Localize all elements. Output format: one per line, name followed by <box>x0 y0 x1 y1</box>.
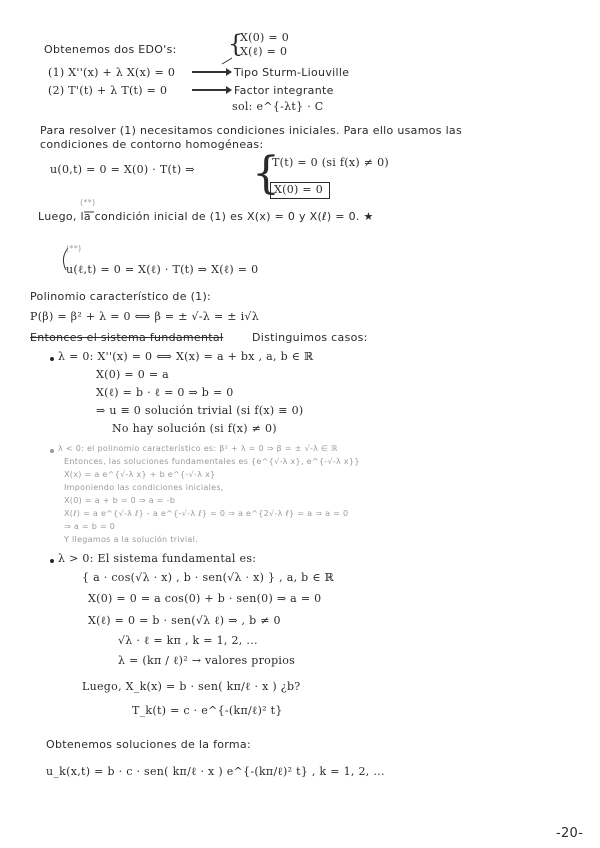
struck-text: Entonces el sistema fundamental <box>30 331 224 344</box>
ode-2-note: Factor integrante <box>234 84 334 97</box>
ode-2-solution: sol: e^{-λt} · C <box>232 100 324 113</box>
case-zero-l5: No hay solución (si f(x) ≠ 0) <box>112 422 277 435</box>
intro-line: Obtenemos dos EDO's: <box>44 43 177 56</box>
case-neg-l7: ⇒ a = b = 0 <box>64 522 116 531</box>
case-zero-l1: λ = 0: X''(x) = 0 ⟺ X(x) = a + bx , a, b ∈ ℝ <box>58 350 314 363</box>
ode-1-note: Tipo Sturm-Liouville <box>234 66 350 79</box>
page-number: -20- <box>556 826 584 841</box>
case-neg-l3: X(x) = a e^{√-λ x} + b e^{-√-λ x} <box>64 470 216 479</box>
distinguish-cases: Distinguimos casos: <box>252 331 368 344</box>
para-line-1: Para resolver (1) necesitamos condiciones iniciales. Para ello usamos las <box>40 124 463 137</box>
initial-condition-line: Luego, la condición inicial de (1) es X(x) = 0 y X(ℓ) = 0. ★ <box>38 210 374 223</box>
closing-l1: Obtenemos soluciones de la forma: <box>46 738 251 751</box>
double-star-mark: (**) <box>80 198 96 207</box>
case-neg-l8: Y llegamos a la solución trivial. <box>64 535 198 544</box>
double-star-mark-2: (**) <box>66 244 82 253</box>
case-neg-l6: X(ℓ) = a e^{√-λ ℓ} - a e^{-√-λ ℓ} = 0 ⇒ a e^{2√-λ ℓ} = a ⇒ a = 0 <box>64 509 349 518</box>
case-zero-l4: ⇒ u ≡ 0 solución trivial (si f(x) ≡ 0) <box>96 404 304 417</box>
cases-brace: { <box>252 148 280 199</box>
case-neg-l1: λ < 0: el polinomio característico es: β² + λ = 0 ⇒ β = ± √-λ ∈ ℝ <box>58 444 338 453</box>
bullet-case-zero <box>50 357 54 361</box>
case-zero-l2: X(0) = 0 = a <box>96 368 169 381</box>
case-x-zero: X(0) = 0 <box>274 183 324 196</box>
bc-brace: { <box>228 30 244 58</box>
ode-2: (2) T'(t) + λ T(t) = 0 <box>48 84 168 97</box>
case-pos-l8: T_k(t) = c · e^{-(kπ/ℓ)² t} <box>132 704 283 717</box>
bullet-case-pos <box>50 559 54 563</box>
case-pos-l5: √λ · ℓ = kπ , k = 1, 2, ... <box>118 634 258 647</box>
poly-eq: P(β) = β² + λ = 0 ⟺ β = ± √-λ = ± i√λ <box>30 310 259 323</box>
case-pos-l7: Luego, X_k(x) = b · sen( kπ/ℓ · x ) ¿b? <box>82 680 301 693</box>
bullet-case-neg <box>50 449 54 453</box>
case-zero-l3: X(ℓ) = b · ℓ = 0 ⇒ b = 0 <box>96 386 234 399</box>
case-pos-l6: λ = (kπ / ℓ)² → valores propios <box>118 654 296 667</box>
case-pos-l3: X(0) = 0 = a cos(0) + b · sen(0) ⇒ a = 0 <box>88 592 322 605</box>
boundary-eq: u(0,t) = 0 = X(0) · T(t) ⇒ <box>50 163 195 176</box>
case-neg-l2: Entonces, las soluciones fundamentales es {e^{√-λ x}, e^{-√-λ x}} <box>64 457 360 466</box>
bc-line-1: X(0) = 0 <box>240 31 290 44</box>
case-pos-l2: { a · cos(√λ · x) , b · sen(√λ · x) } , a, b ∈ ℝ <box>82 571 335 584</box>
para-line-2: condiciones de contorno homogéneas: <box>40 138 264 151</box>
poly-title: Polinomio característico de (1): <box>30 290 212 303</box>
case-neg-l5: X(0) = a + b = 0 ⇒ a = -b <box>64 496 176 505</box>
closing-l2: u_k(x,t) = b · c · sen( kπ/ℓ · x ) e^{-(kπ/ℓ)² t} , k = 1, 2, ... <box>46 765 385 778</box>
case-t-zero: T(t) = 0 (si f(x) ≠ 0) <box>272 156 389 169</box>
case-pos-l4: X(ℓ) = 0 = b · sen(√λ ℓ) ⇒ , b ≠ 0 <box>88 614 281 627</box>
bc-line-2: X(ℓ) = 0 <box>240 45 288 58</box>
case-neg-l4: Imponiendo las condiciones iniciales, <box>64 483 224 492</box>
case-pos-l1: λ > 0: El sistema fundamental es: <box>58 552 257 565</box>
boundary-eq-l: u(ℓ,t) = 0 = X(ℓ) · T(t) ⇒ X(ℓ) = 0 <box>66 263 259 276</box>
ode-1: (1) X''(x) + λ X(x) = 0 <box>48 66 176 79</box>
